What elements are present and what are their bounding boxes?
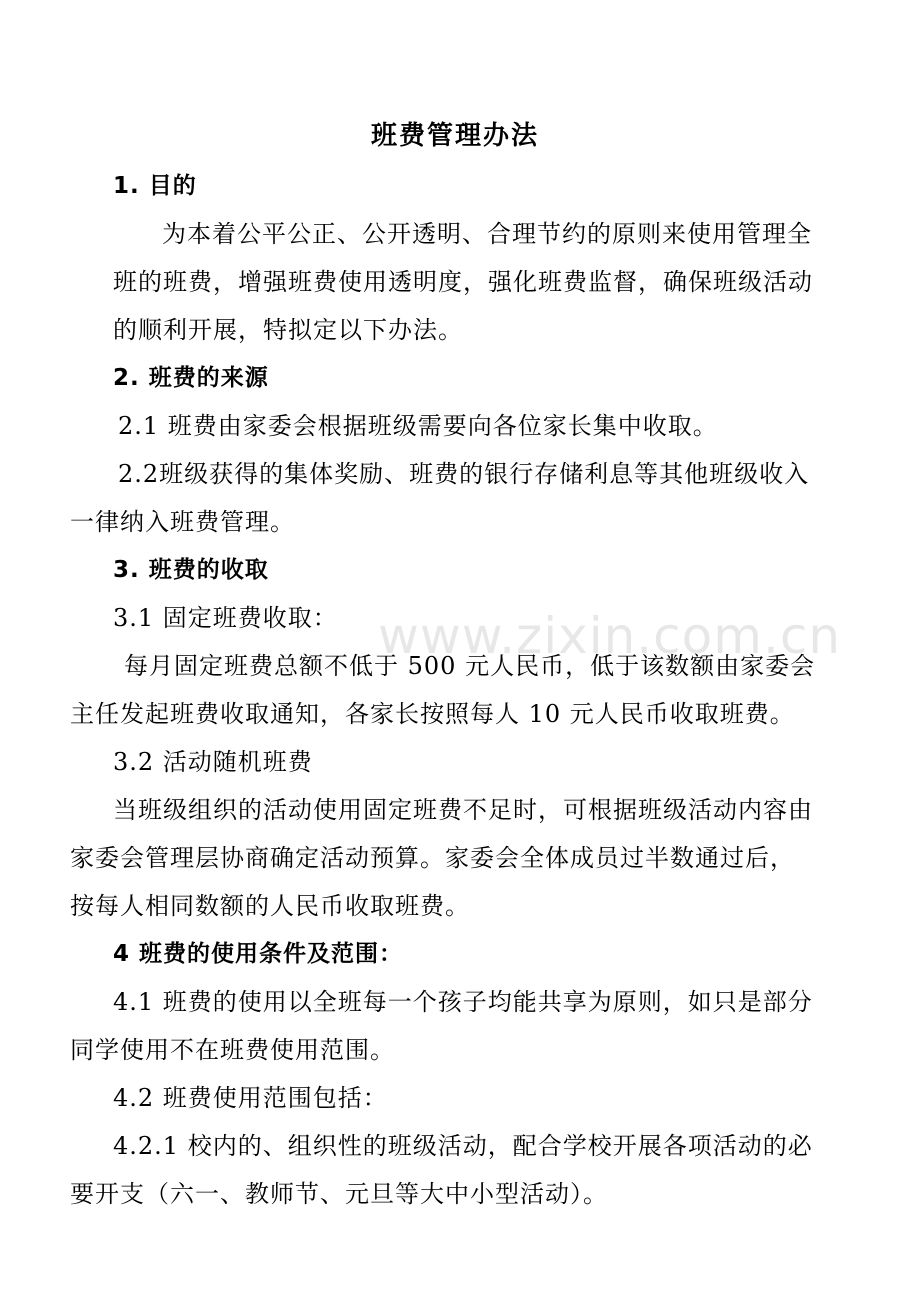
paragraph-line: 同学使用不在班费使用范围。	[70, 1036, 395, 1064]
paragraph-line: 按每人相同数额的人民币收取班费。	[70, 892, 470, 920]
paragraph-line: 当班级组织的活动使用固定班费不足时，可根据班级活动内容由	[113, 796, 813, 824]
paragraph-line: 的顺利开展，特拟定以下办法。	[113, 316, 463, 344]
paragraph-line: 3.1 固定班费收取：	[113, 604, 338, 632]
paragraph-line: 班的班费，增强班费使用透明度，强化班费监督，确保班级活动	[113, 268, 813, 296]
section-heading-usage: 4 班费的使用条件及范围：	[113, 941, 404, 967]
paragraph-line: 家委会管理层协商确定活动预算。家委会全体成员过半数通过后，	[70, 844, 795, 872]
paragraph-line: 2.2班级获得的集体奖励、班费的银行存储利息等其他班级收入	[118, 460, 810, 488]
paragraph-line: 4.1 班费的使用以全班每一个孩子均能共享为原则，如只是部分	[113, 988, 813, 1016]
section-heading-collection: 3. 班费的收取	[113, 557, 269, 583]
paragraph-line: 每月固定班费总额不低于 500 元人民币，低于该数额由家委会	[124, 652, 816, 680]
watermark-text: www.zixin.com.cn	[378, 607, 842, 665]
paragraph-line: 2.1 班费由家委会根据班级需要向各位家长集中收取。	[118, 412, 718, 440]
paragraph-line: 为本着公平公正、公开透明、合理节约的原则来使用管理全	[162, 220, 812, 248]
paragraph-line: 一律纳入班费管理。	[70, 508, 295, 536]
paragraph-line: 4.2.1 校内的、组织性的班级活动，配合学校开展各项活动的必	[113, 1132, 813, 1160]
paragraph-line: 4.2 班费使用范围包括：	[113, 1084, 388, 1112]
paragraph-line: 3.2 活动随机班费	[113, 748, 313, 776]
paragraph-line: 主任发起班费收取通知，各家长按照每人 10 元人民币收取班费。	[70, 700, 795, 728]
document-title: 班费管理办法	[370, 121, 539, 151]
paragraph-line: 要开支（六一、教师节、元旦等大中小型活动）。	[70, 1180, 608, 1208]
section-heading-source: 2. 班费的来源	[113, 365, 269, 391]
section-heading-purpose: 1. 目的	[113, 173, 197, 199]
